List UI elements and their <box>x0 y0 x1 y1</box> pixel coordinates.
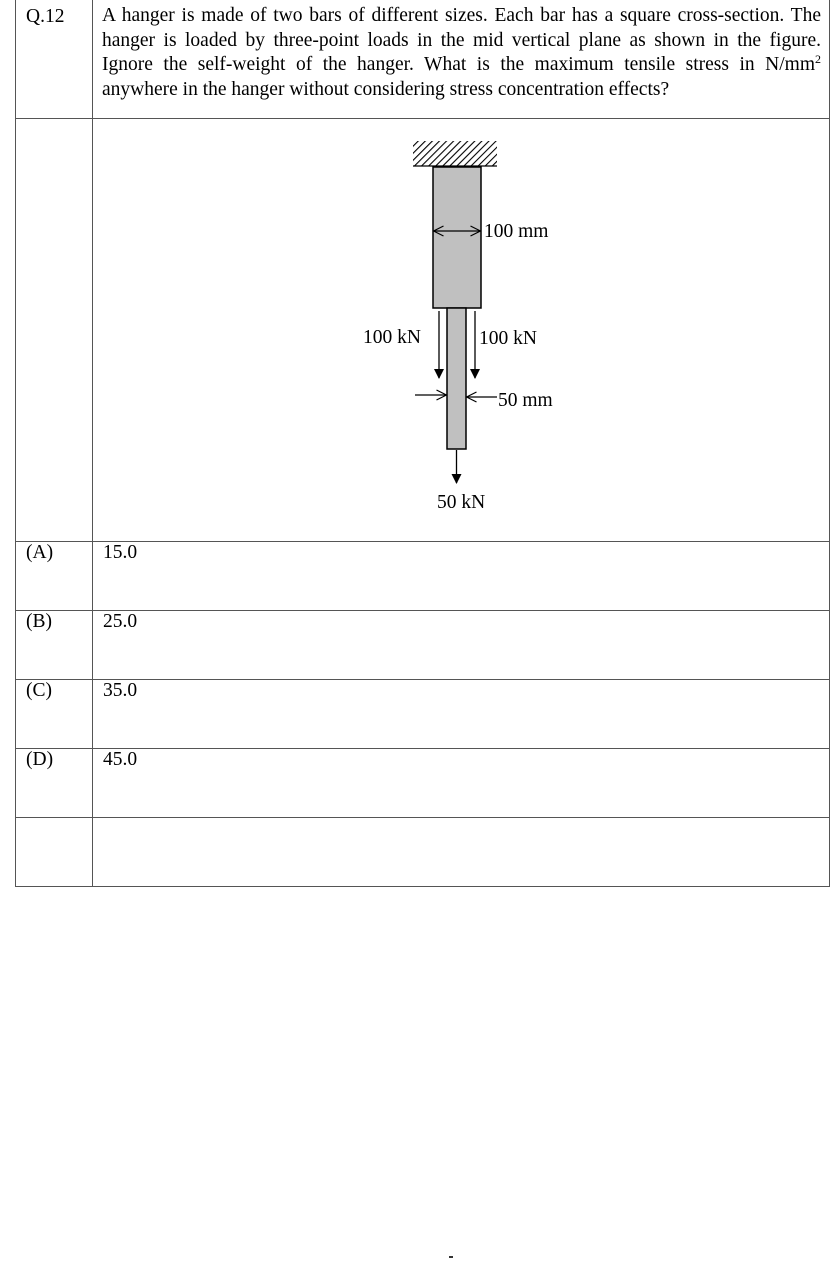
option-row-a <box>16 542 830 611</box>
option-d-value: 45.0 <box>103 749 138 770</box>
option-row-c <box>16 680 830 749</box>
question-text-cell <box>93 0 830 119</box>
option-label-cell <box>16 680 93 749</box>
option-value-cell <box>93 749 830 818</box>
option-label-cell <box>16 749 93 818</box>
empty-cell <box>93 818 830 887</box>
empty-cell <box>16 818 93 887</box>
option-row-d <box>16 749 830 818</box>
empty-row <box>16 818 830 887</box>
option-a-label: (A) <box>26 542 54 563</box>
question-text <box>93 0 829 118</box>
option-b-value: 25.0 <box>103 611 138 632</box>
option-label-cell <box>16 542 93 611</box>
option-b-label: (B) <box>26 611 52 632</box>
figure-row <box>16 119 830 542</box>
option-row-b <box>16 611 830 680</box>
question-table <box>15 0 830 887</box>
option-value-cell <box>93 611 830 680</box>
left-load-label: 100 kN <box>363 327 421 348</box>
question-text-superscript: 2 <box>815 52 821 66</box>
option-c-label: (C) <box>26 680 52 701</box>
bottom-load-label: 50 kN <box>437 492 486 513</box>
option-d-label: (D) <box>26 749 54 770</box>
figure-blank-cell <box>16 119 93 542</box>
question-number: Q.12 <box>26 6 65 27</box>
page-mark <box>449 1256 453 1258</box>
question-text-part1: A hanger is made of two bars of different sizes. Each bar has a square cross-section. The hanger is loaded by three-point loads in the mid vertical plane as shown in the figure. Ignore the self-weight of the hanger. What is the maximum tensile stress in N/mm <box>102 5 821 75</box>
lower-bar-width-label: 50 mm <box>498 390 553 411</box>
option-label-cell <box>16 611 93 680</box>
lower-bar <box>447 308 466 449</box>
figure-cell <box>93 119 830 542</box>
right-load-label: 100 kN <box>479 328 537 349</box>
upper-bar-width-label: 100 mm <box>484 221 549 242</box>
option-value-cell <box>93 542 830 611</box>
option-c-value: 35.0 <box>103 680 138 701</box>
option-a-value: 15.0 <box>103 542 138 563</box>
upper-bar <box>433 167 481 308</box>
option-value-cell <box>93 680 830 749</box>
question-number-cell <box>16 0 93 119</box>
question-row <box>16 0 830 119</box>
question-text-part2: anywhere in the hanger without considering stress concentration effects? <box>102 78 670 100</box>
hanger-diagram <box>93 119 831 541</box>
fixed-support-hatch <box>413 141 497 166</box>
